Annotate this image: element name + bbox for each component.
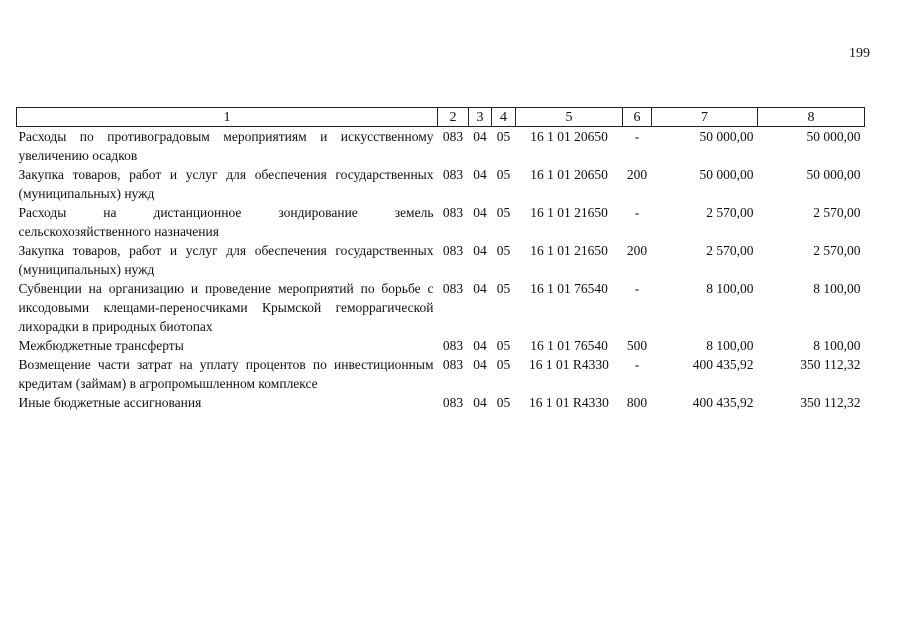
- cell-vr: 500: [626, 338, 648, 353]
- cell-ved: 083: [442, 395, 464, 410]
- cell-rz: 04: [473, 395, 487, 410]
- table-row: [17, 336, 865, 355]
- cell-pr: 05: [496, 205, 511, 220]
- cell-rz: 04: [473, 281, 487, 296]
- table-row: [17, 127, 865, 166]
- row-name: Субвенции на организацию и проведение мероприятий по борьбе с иксодовыми клещами-переносчиками Крымской геморрагической лихорадки в природных биотопах: [18, 281, 434, 334]
- cell-ved: 083: [442, 167, 464, 182]
- cell-ved: 083: [442, 129, 464, 144]
- table-row: [17, 355, 865, 393]
- cell-sum-2: 350 112,32: [800, 357, 861, 372]
- cell-sum-1: 50 000,00: [699, 167, 754, 182]
- cell-pr: 05: [496, 395, 511, 410]
- cell-pr: 05: [496, 243, 511, 258]
- cell-sum-1: 8 100,00: [706, 281, 754, 296]
- column-header: 7: [652, 108, 758, 127]
- cell-sum-2: 2 570,00: [813, 243, 861, 258]
- cell-sum-1: 400 435,92: [692, 357, 754, 372]
- page-number: 199: [849, 46, 870, 61]
- cell-csr: 16 1 01 20650: [530, 129, 608, 144]
- cell-sum-2: 350 112,32: [800, 395, 861, 410]
- cell-vr: -: [634, 357, 640, 372]
- row-name: Иные бюджетные ассигнования: [18, 395, 202, 410]
- cell-vr: -: [634, 129, 640, 144]
- cell-sum-2: 50 000,00: [806, 129, 861, 144]
- column-header: 3: [469, 108, 492, 127]
- cell-vr: 200: [626, 243, 648, 258]
- column-header: 6: [623, 108, 652, 127]
- row-name: Возмещение части затрат на уплату процентов по инвестиционным кредитам (займам) в агропромышленном комплексе: [18, 357, 434, 391]
- table-row: [17, 279, 865, 336]
- cell-sum-2: 50 000,00: [806, 167, 861, 182]
- table-row: [17, 203, 865, 241]
- column-header: 1: [17, 108, 438, 127]
- cell-csr: 16 1 01 21650: [530, 243, 608, 258]
- cell-vr: 200: [626, 167, 648, 182]
- cell-sum-2: 8 100,00: [813, 281, 861, 296]
- cell-pr: 05: [496, 357, 511, 372]
- cell-vr: -: [634, 205, 640, 220]
- cell-sum-1: 50 000,00: [699, 129, 754, 144]
- cell-ved: 083: [442, 243, 464, 258]
- budget-table: [16, 107, 865, 412]
- row-name: Расходы по противоградовым мероприятиям и искусственному увеличению осадков: [18, 129, 434, 163]
- row-name: Закупка товаров, работ и услуг для обеспечения государственных (муниципальных) нужд: [18, 243, 434, 277]
- cell-pr: 05: [496, 167, 511, 182]
- cell-rz: 04: [473, 205, 487, 220]
- cell-rz: 04: [473, 357, 487, 372]
- cell-ved: 083: [442, 357, 464, 372]
- cell-sum-2: 2 570,00: [813, 205, 861, 220]
- cell-sum-1: 2 570,00: [706, 243, 754, 258]
- table-body: [17, 127, 865, 413]
- cell-csr: 16 1 01 21650: [530, 205, 608, 220]
- cell-pr: 05: [496, 129, 511, 144]
- cell-csr: 16 1 01 R4330: [529, 395, 609, 410]
- cell-sum-1: 400 435,92: [692, 395, 754, 410]
- column-header: 4: [492, 108, 516, 127]
- cell-rz: 04: [473, 129, 487, 144]
- table-row: [17, 241, 865, 279]
- row-name: Расходы на дистанционное зондирование земель сельскохозяйственного назначения: [18, 205, 434, 239]
- cell-vr: -: [634, 281, 640, 296]
- table-row: [17, 165, 865, 203]
- cell-csr: 16 1 01 76540: [530, 281, 608, 296]
- row-name: Закупка товаров, работ и услуг для обеспечения государственных (муниципальных) нужд: [18, 167, 434, 201]
- row-name: Межбюджетные трансферты: [18, 338, 184, 353]
- cell-pr: 05: [496, 281, 511, 296]
- cell-pr: 05: [496, 338, 511, 353]
- column-header: 2: [438, 108, 469, 127]
- cell-sum-2: 8 100,00: [813, 338, 861, 353]
- table-header-row: [17, 108, 865, 127]
- cell-rz: 04: [473, 243, 487, 258]
- cell-ved: 083: [442, 281, 464, 296]
- cell-sum-1: 2 570,00: [706, 205, 754, 220]
- cell-ved: 083: [442, 338, 464, 353]
- cell-rz: 04: [473, 167, 487, 182]
- cell-rz: 04: [473, 338, 487, 353]
- cell-csr: 16 1 01 76540: [530, 338, 608, 353]
- cell-vr: 800: [626, 395, 648, 410]
- cell-csr: 16 1 01 20650: [530, 167, 608, 182]
- cell-sum-1: 8 100,00: [706, 338, 754, 353]
- cell-ved: 083: [442, 205, 464, 220]
- cell-csr: 16 1 01 R4330: [529, 357, 609, 372]
- table-row: [17, 393, 865, 412]
- column-header: 5: [516, 108, 623, 127]
- column-header: 8: [758, 108, 865, 127]
